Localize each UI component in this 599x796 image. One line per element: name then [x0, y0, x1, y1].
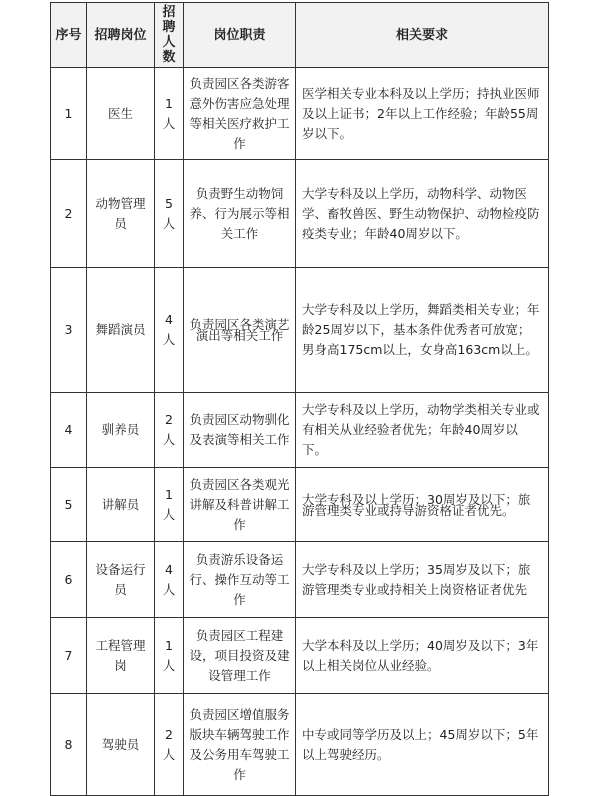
table-row [51, 393, 549, 468]
cell-position: 设备运行员 [87, 542, 155, 618]
cell-position: 驯养员 [87, 393, 155, 468]
cell-position: 动物管理员 [87, 160, 155, 268]
cell-position: 讲解员 [87, 468, 155, 542]
cell-requirements: 医学相关专业本科及以上学历；持执业医师及以上证书；2年以上工作经验；年龄55周岁以下。 [296, 68, 549, 160]
cell-count: 2人 [155, 393, 184, 468]
recruitment-table-wrapper [50, 2, 549, 796]
cell-no: 7 [51, 618, 87, 694]
cell-no: 8 [51, 694, 87, 796]
cell-no: 4 [51, 393, 87, 468]
cell-requirements: 大学专科及以上学历；30周岁及以下；旅游管理类专业或持导游资格证者优先。 [296, 468, 549, 542]
cell-count: 1人 [155, 618, 184, 694]
cell-no: 6 [51, 542, 87, 618]
cell-duty: 负责园区增值服务版块车辆驾驶工作及公务用车驾驶工作 [184, 694, 296, 796]
cell-duty: 负责园区各类演艺演出等相关工作 [184, 268, 296, 393]
cell-requirements: 大学本科及以上学历；40周岁及以下；3年以上相关岗位从业经验。 [296, 618, 549, 694]
cell-no: 2 [51, 160, 87, 268]
cell-count: 2人 [155, 694, 184, 796]
cell-no: 1 [51, 68, 87, 160]
cell-requirements: 大学专科及以上学历，动物学类相关专业或有相关从业经验者优先；年龄40周岁以下。 [296, 393, 549, 468]
cell-count: 5人 [155, 160, 184, 268]
cell-duty: 负责园区动物驯化及表演等相关工作 [184, 393, 296, 468]
header-duty: 岗位职责 [184, 3, 296, 68]
table-row [51, 618, 549, 694]
cell-position: 工程管理岗 [87, 618, 155, 694]
cell-requirements: 大学专科及以上学历，舞蹈类相关专业；年龄25周岁以下，基本条件优秀者可放宽；男身高175cm以上，女身高163cm以上。 [296, 268, 549, 393]
table-row [51, 542, 549, 618]
cell-duty: 负责游乐设备运行、操作互动等工作 [184, 542, 296, 618]
cell-duty: 负责园区工程建设，项目投资及建设管理工作 [184, 618, 296, 694]
header-no: 序号 [51, 3, 87, 68]
cell-count: 1人 [155, 68, 184, 160]
header-count: 招聘人数 [155, 3, 184, 68]
cell-duty: 负责野生动物饲养、行为展示等相关工作 [184, 160, 296, 268]
table-row [51, 160, 549, 268]
recruitment-table [50, 2, 549, 796]
cell-count: 1人 [155, 468, 184, 542]
header-requirements: 相关要求 [296, 3, 549, 68]
cell-position: 医生 [87, 68, 155, 160]
cell-duty: 负责园区各类游客意外伤害应急处理等相关医疗救护工作 [184, 68, 296, 160]
header-row [51, 3, 549, 68]
cell-requirements: 大学专科及以上学历；35周岁及以下；旅游管理类专业或持相关上岗资格证者优先 [296, 542, 549, 618]
table-row [51, 68, 549, 160]
cell-count: 4人 [155, 268, 184, 393]
cell-no: 5 [51, 468, 87, 542]
table-row [51, 268, 549, 393]
cell-requirements: 大学专科及以上学历，动物科学、动物医学、畜牧兽医、野生动物保护、动物检疫防疫类专业；年龄40周岁以下。 [296, 160, 549, 268]
cell-no: 3 [51, 268, 87, 393]
cell-position: 驾驶员 [87, 694, 155, 796]
cell-duty: 负责园区各类观光讲解及科普讲解工作 [184, 468, 296, 542]
cell-position: 舞蹈演员 [87, 268, 155, 393]
header-position: 招聘岗位 [87, 3, 155, 68]
table-row [51, 468, 549, 542]
cell-requirements: 中专或同等学历及以上；45周岁以下；5年以上驾驶经历。 [296, 694, 549, 796]
table-row [51, 694, 549, 796]
cell-count: 4人 [155, 542, 184, 618]
